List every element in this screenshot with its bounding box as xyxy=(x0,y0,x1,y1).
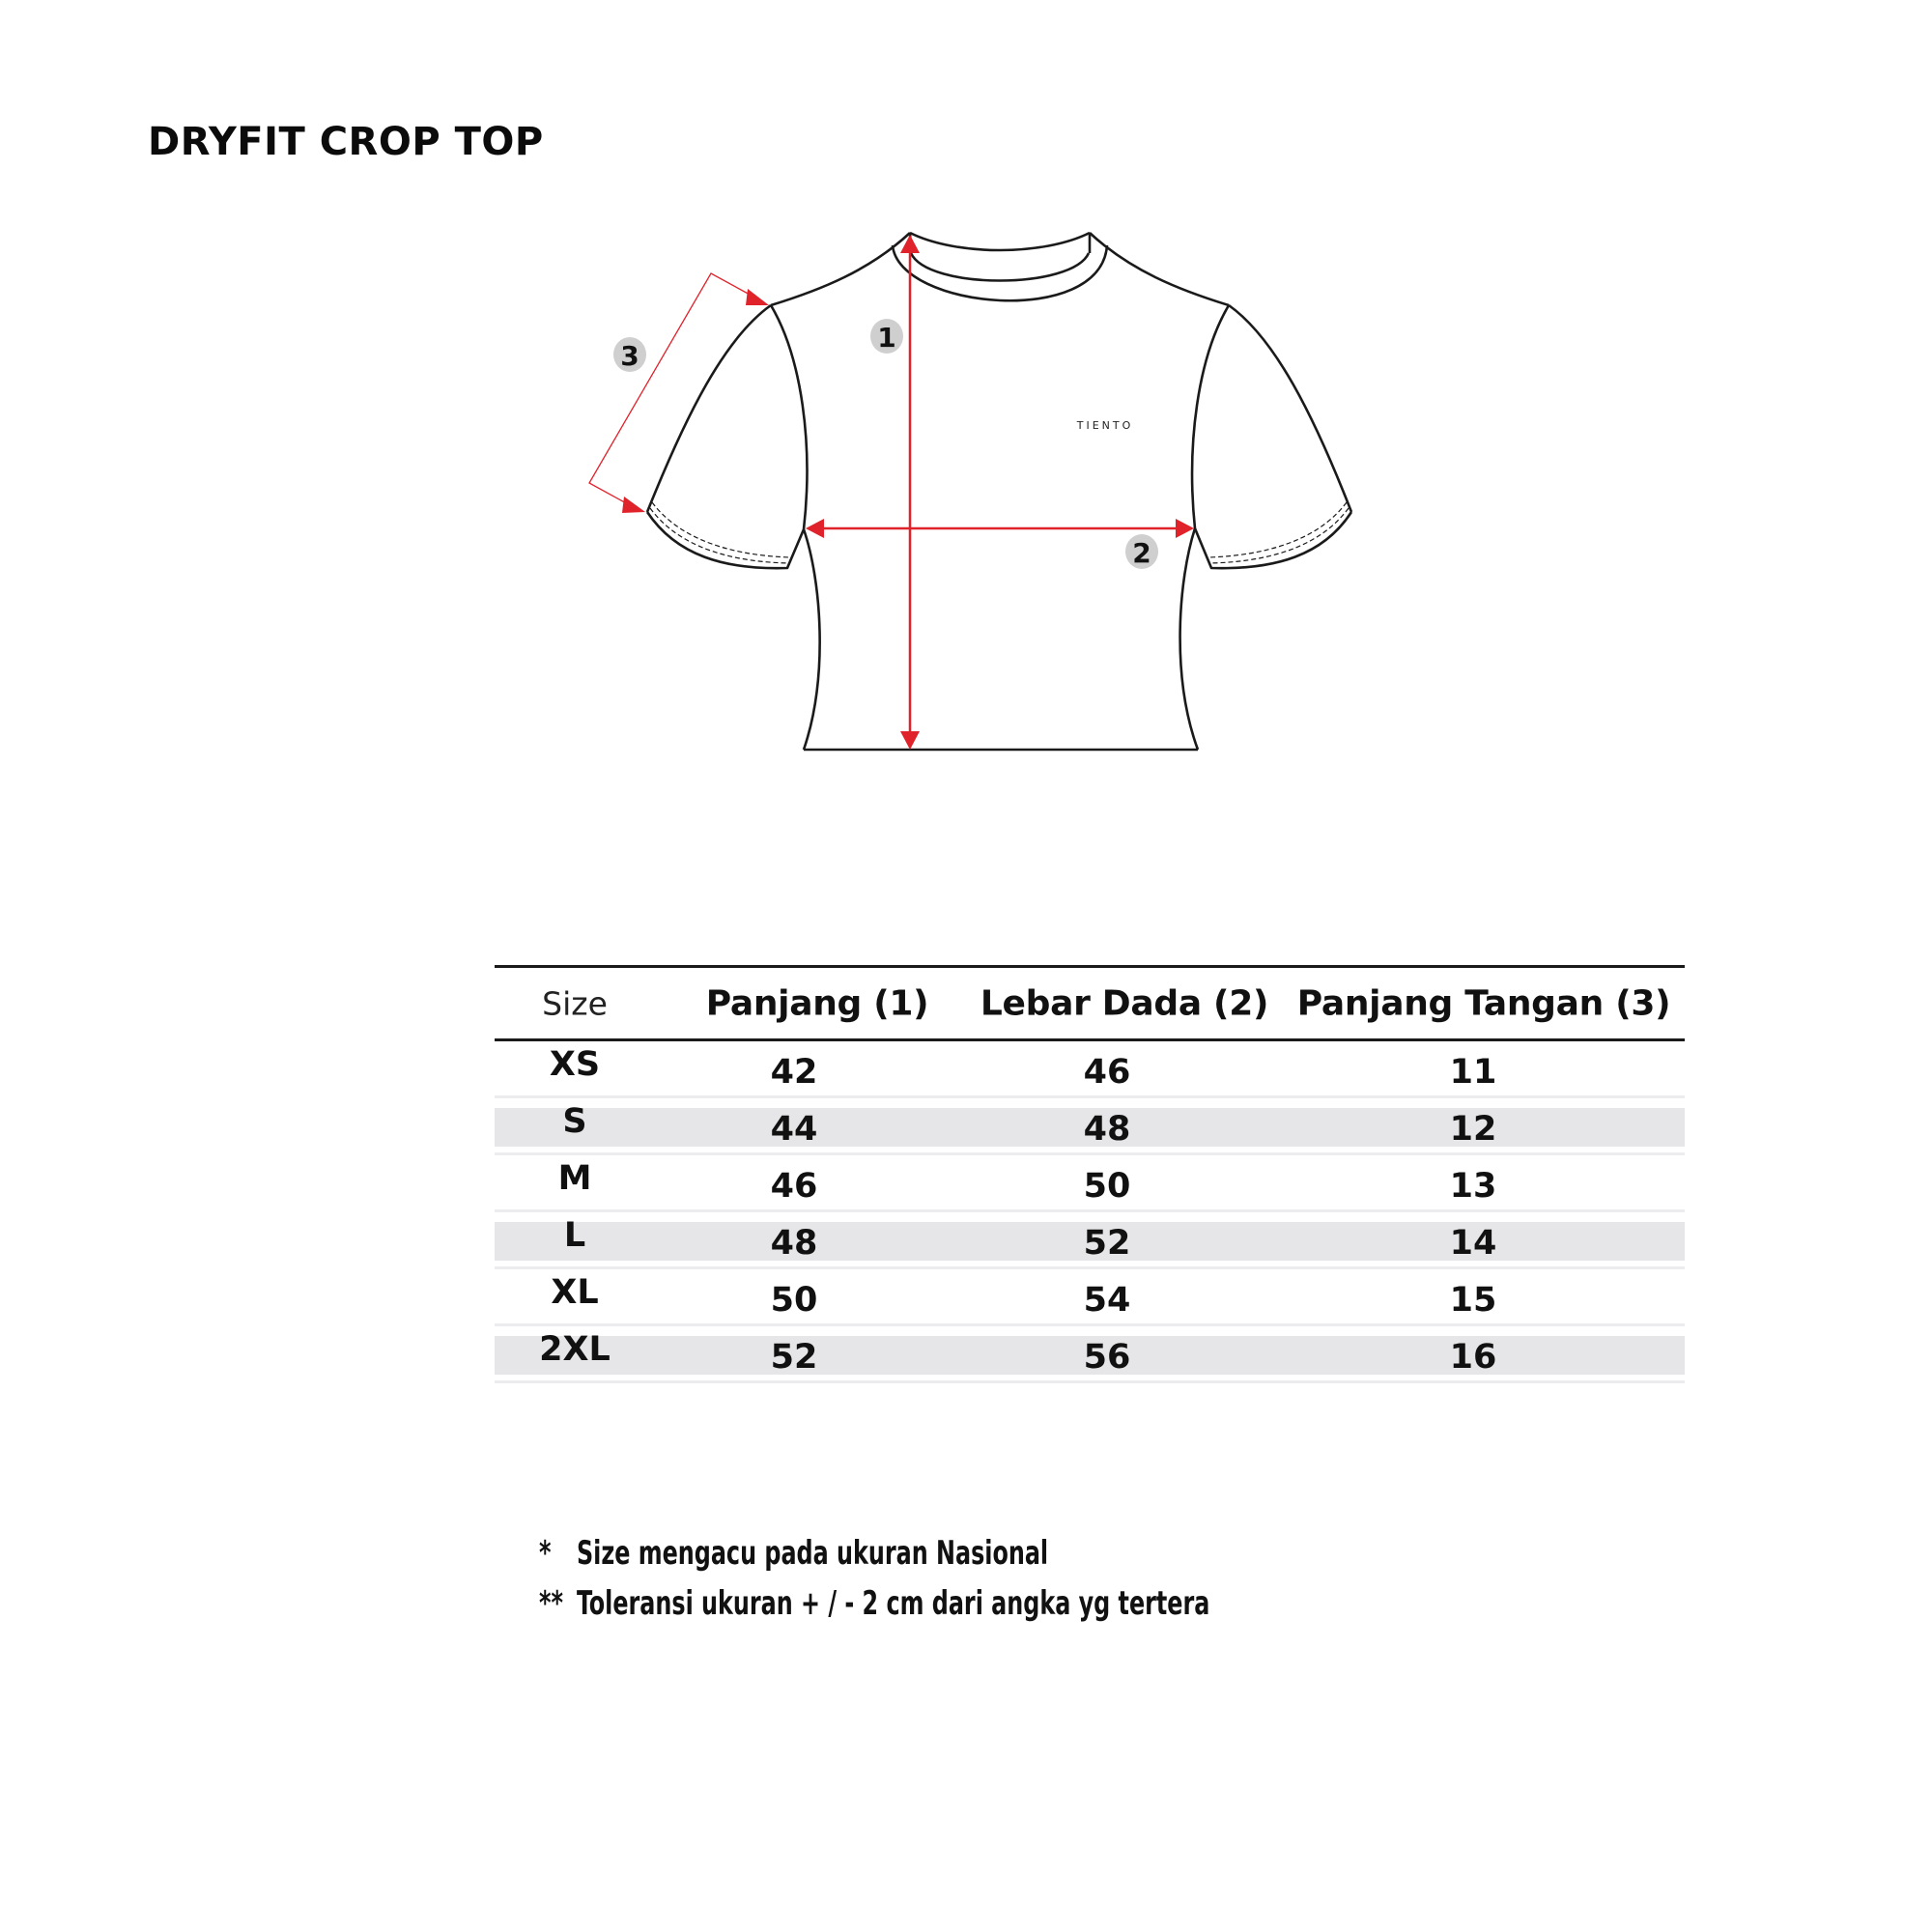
sleeve-stitching xyxy=(650,502,1349,563)
cell-size: S xyxy=(562,1101,587,1141)
cell-panjang: 48 xyxy=(770,1224,818,1264)
footnote-tolerance xyxy=(539,1584,1209,1634)
cell-lebar-dada: 56 xyxy=(1083,1338,1131,1378)
cell-lebar-dada: 52 xyxy=(1083,1224,1131,1264)
footnote-mark: * xyxy=(539,1534,552,1573)
table-row xyxy=(495,1041,1685,1098)
cell-panjang-tangan: 13 xyxy=(1449,1167,1497,1207)
size-chart-table xyxy=(495,965,1685,1383)
cell-panjang-tangan: 14 xyxy=(1449,1224,1497,1264)
cell-panjang-tangan: 16 xyxy=(1449,1338,1497,1378)
table-row xyxy=(495,1326,1685,1383)
cell-size: L xyxy=(563,1215,586,1255)
measurement-2-arrow xyxy=(806,519,1194,538)
shirt-outline xyxy=(647,233,1351,750)
footnotes xyxy=(539,1534,1399,1634)
cell-size: XS xyxy=(549,1044,601,1084)
badge-2 xyxy=(1125,534,1158,569)
cell-panjang: 46 xyxy=(770,1167,818,1207)
header-lebar-dada: Lebar Dada (2) xyxy=(980,983,1269,1023)
footnote-mark: ** xyxy=(539,1584,563,1623)
cell-lebar-dada: 54 xyxy=(1083,1281,1131,1321)
header-panjang: Panjang (1) xyxy=(705,983,929,1023)
table-row xyxy=(495,1212,1685,1269)
badge-3 xyxy=(613,337,646,372)
cell-lebar-dada: 46 xyxy=(1083,1053,1131,1093)
footnote-text: Size mengacu pada ukuran Nasional xyxy=(577,1534,1049,1573)
cell-panjang: 50 xyxy=(770,1281,818,1321)
measurement-1-arrow xyxy=(900,235,920,750)
measurement-3-bracket xyxy=(589,273,769,513)
table-row xyxy=(495,1269,1685,1326)
header-size: Size xyxy=(542,984,608,1022)
cell-lebar-dada: 50 xyxy=(1083,1167,1131,1207)
svg-text:1: 1 xyxy=(877,322,896,354)
table-header xyxy=(495,968,1685,1038)
shirt-measurement-diagram xyxy=(0,0,1932,869)
svg-text:3: 3 xyxy=(620,340,639,372)
table-row xyxy=(495,1155,1685,1212)
cell-size: 2XL xyxy=(539,1329,611,1369)
svg-text:2: 2 xyxy=(1132,537,1151,569)
footnote-text: Toleransi ukuran + / - 2 cm dari angka yg tertera xyxy=(577,1584,1210,1623)
product-title: DRYFIT CROP TOP xyxy=(148,120,544,164)
cell-size: M xyxy=(557,1158,592,1198)
badge-1 xyxy=(870,319,903,354)
header-panjang-tangan: Panjang Tangan (3) xyxy=(1296,983,1671,1023)
cell-panjang: 52 xyxy=(770,1338,818,1378)
cell-size: XL xyxy=(551,1272,599,1312)
footnote-size-standard xyxy=(539,1534,1209,1584)
table-row xyxy=(495,1098,1685,1155)
cell-lebar-dada: 48 xyxy=(1083,1110,1131,1150)
brand-logo: TIENTO xyxy=(1076,419,1134,432)
cell-panjang-tangan: 15 xyxy=(1449,1281,1497,1321)
cell-panjang-tangan: 12 xyxy=(1449,1110,1497,1150)
cell-panjang: 44 xyxy=(770,1110,818,1150)
cell-panjang-tangan: 11 xyxy=(1449,1053,1497,1093)
cell-panjang: 42 xyxy=(770,1053,818,1093)
table-body xyxy=(495,1041,1685,1383)
